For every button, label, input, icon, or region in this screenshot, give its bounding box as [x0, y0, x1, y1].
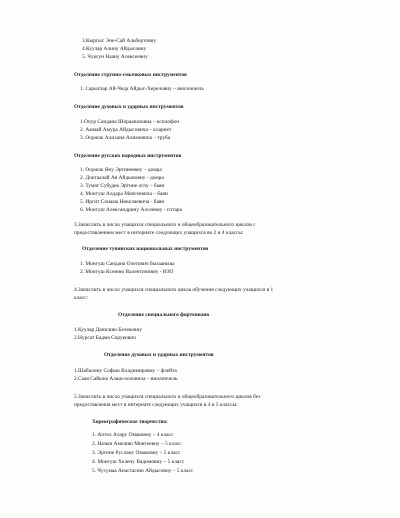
list-item: 5. Чусумаа Анастасию Айдысовну – 5 класс	[92, 468, 194, 474]
section-heading-winds-2: Отделение духовых и ударных инструментов	[104, 352, 214, 358]
paragraph-line: 4.Зачислить в число учащихся специального цикла обучения следующих учащихся в 1	[74, 287, 274, 293]
list-item: 2. Монгуш Ксению Валентиновну - ИЗО	[80, 269, 174, 275]
list-item: 2. Назын Амелию Монгеевну – 5 класс	[92, 441, 182, 447]
list-item: 1. Монгуш Сандана Олегович бызааньчы	[80, 261, 175, 267]
section-heading-strings: Отделение струнно-смычковых инструментов	[74, 72, 187, 78]
list-item: 1.Шабалину Софью Владимировну – флейта	[74, 368, 177, 374]
paragraph-line: 3.Зачислить в число учащихся специального и общеобразовательного циклов с	[74, 222, 256, 228]
list-item: 5. Чуксун Наану Алексеевну	[82, 54, 148, 60]
list-item: 4.Куулар Алину Айдысовну	[82, 46, 147, 52]
list-item: 2.Саая Сайына Алаш-ооловича – виолончель	[74, 376, 178, 382]
section-heading-piano: Отделение специального фортепиано	[118, 312, 210, 318]
list-item: 3. Ооржак Алихана Алимовича – труба	[80, 135, 171, 141]
section-heading-tuvan: Отделение тувинских национальных инструментов	[82, 246, 209, 252]
list-item: 4. Монгуш Алдара Монгеевича – баян	[80, 191, 168, 197]
paragraph-line: предоставления мест в интернате следующих учащихся в 4 и 5 классы:	[74, 402, 238, 408]
list-item: 1. Сарыглар Ай-Чеда Айдыс-Хереловну – виолончель	[80, 86, 204, 92]
list-item: 3.Кыргыс Эне-Сай Альбертовну	[82, 38, 157, 44]
section-heading-choreography: Хореографическое творчество:	[92, 419, 168, 425]
list-item: 2. Доктаалай Ая Айдыновну - домра	[80, 175, 164, 181]
list-item: 1. Ооржак Яну Эртинеевну – домра	[80, 167, 162, 173]
list-item: 4. Монгуш Хелену Вадимовну – 5 класс	[92, 459, 185, 465]
list-item: 2. Аммай Амура Айдысовича – кларнет	[80, 127, 172, 133]
list-item: 2.Нурсат Бадма Сорукович	[74, 335, 136, 341]
paragraph-line: предоставлением мест в интернате следующих учащихся во 2 и 4 классы:	[74, 230, 244, 236]
list-item: 3. Эртине Руслану Омаковну – 5 класс	[92, 450, 181, 456]
list-item: 5. Иргит Сонама Николаевича - баян	[80, 199, 165, 205]
list-item: 1.Очур Сандана Шорааназовна – ксилофон	[80, 119, 180, 125]
section-heading-winds: Отделение духовых и ударных инструментов	[74, 104, 184, 110]
paragraph-line: класс:	[74, 295, 88, 301]
list-item: 6. Монгуш Александрину Алсеевну - гитара	[80, 207, 182, 213]
paragraph-line: 5.Зачислить в число учащихся специального и общеобразовательного циклов без	[74, 394, 261, 400]
list-item: 1. Аптел Алару Омаковну – 4 класс	[92, 432, 174, 438]
section-heading-folk: Отделение русских народных инструментов	[74, 153, 182, 159]
list-item: 1.Куулар Данилию Белековну	[74, 327, 143, 333]
list-item: 3. Тумат Субудек Эртине оглу – баян	[80, 183, 165, 189]
